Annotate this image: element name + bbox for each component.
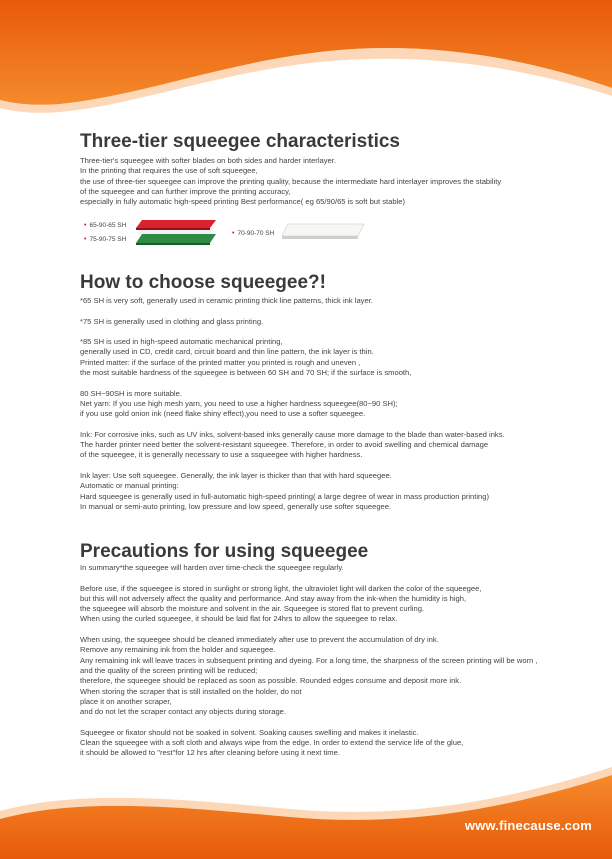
text-line: When using, the squeegee should be cleaned immediately after use to prevent the accumulation of dry ink. <box>80 635 439 645</box>
squeegee-blade-image <box>136 218 218 252</box>
text-line: the use of three-tier squeegee can improve the printing quality, because the intermediate hard interlayer improves the stability <box>80 176 502 186</box>
text-line: When using the curled squeegee, it should be laid flat for 24hrs to allow the squeegee to relax. <box>80 614 398 624</box>
text-line: and do not let the scraper contact any objects during storage. <box>80 707 287 717</box>
bullet-dot: • <box>232 230 235 237</box>
text-line: if you use gold onion ink (need flake shiny effect),you need to use a softer squeegee. <box>80 409 366 419</box>
text-line: of the squeegee, it is generally necessary to use a ssqueegee with higher hardness. <box>80 450 363 460</box>
tier-paragraph <box>80 156 501 207</box>
text-line <box>80 327 505 337</box>
footer-wave-decoration <box>0 749 612 859</box>
text-line: 80 SH~90SH is more suitable. <box>80 388 182 398</box>
text-line <box>80 378 505 388</box>
text-line: Remove any remaining ink from the holder and squeegee. <box>80 645 276 655</box>
sample-label-red: • 65-90-65 SH <box>84 222 127 229</box>
header-wave-decoration <box>0 0 612 120</box>
text-line: especially in fully automatic high-speed printing Best performance( eg 65/90/65 is soft but stable) <box>80 197 406 207</box>
text-line: place it on another scraper, <box>80 696 172 706</box>
text-line: Ink layer: Use soft squeegee. Generally, the ink layer is thicker than that with hard squeegee. <box>80 471 392 481</box>
choose-paragraph <box>80 296 505 512</box>
text-line: and the quality of the screen printing will be reduced; <box>80 665 258 675</box>
text-line: In manual or semi-auto printing, low pressure and low speed, generally use softer squeegee. <box>80 501 392 511</box>
text-line: In summary*the squeegee will harden over time-check the squeegee regularly. <box>80 563 344 572</box>
bullet-dot: • <box>84 236 87 243</box>
text-line: the squeegee will absorb the moisture and solvent in the air. Squeegee is stored flat to prevent curling. <box>80 604 425 614</box>
text-line: Three-tier's squeegee with softer blades on both sides and harder interlayer. <box>80 156 336 165</box>
text-line: In the printing that requires the use of soft squeegee, <box>80 166 258 176</box>
text-line: Before use, if the squeegee is stored in sunlight or strong light, the ultraviolet light will darken the color of the squeegee, <box>80 583 482 593</box>
text-line: Hard squeegee is generally used in full-automatic high-speed printing( a large degree of wear in mass production printing) <box>80 491 490 501</box>
text-line: the most suitable hardness of the squeegee is between 60 SH and 70 SH; if the surface is smooth, <box>80 368 412 378</box>
section-title-tier: Three-tier squeegee characteristics <box>80 131 400 152</box>
text-line: generally used in CD, credit card, circuit board and thin line pattern, the ink layer is thin. <box>80 347 374 357</box>
footer-website-link[interactable]: www.finecause.com <box>464 818 592 833</box>
text-line <box>80 573 538 583</box>
text-line: Printed matter: if the surface of the printed matter you printed is rough and uneven , <box>80 357 361 367</box>
bullet-dot: • <box>84 222 87 229</box>
text-line <box>80 717 538 727</box>
text-line: When storing the scraper that is still installed on the holder, do not <box>80 686 302 696</box>
squeegee-samples <box>84 218 384 252</box>
text-line: therefore, the squeegee should be replaced as soon as possible. Rounded edges consume and deposit more ink. <box>80 676 462 686</box>
text-line: Any remaining ink will leave traces in subsequent printing and dyeing. For a long time, the sharpness of the screen printing will be worn , <box>80 655 538 665</box>
text-line: of the squeegee and can further improve the printing accuracy, <box>80 186 291 196</box>
text-line <box>80 461 505 471</box>
sample-label-white: • 70-90-70 SH <box>232 230 275 237</box>
text-line: Net yarn: If you use high mesh yarn, you need to use a higher hardness squeegee(80~90 SH); <box>80 398 398 408</box>
text-line: it should be allowed to "rest"for 12 hrs after cleaning before using it next time. <box>80 748 340 758</box>
text-line: Squeegee or fixator should not be soaked in solvent. Soaking causes swelling and makes it inelastic. <box>80 727 419 737</box>
text-line: Ink: For corrosive inks, such as UV inks, solvent-based inks generally cause more damage to the blade than water-based inks. <box>80 429 505 439</box>
squeegee-blade-white-image <box>282 222 366 242</box>
text-line: *85 SH is used in high-speed automatic mechanical printing, <box>80 337 283 347</box>
precautions-paragraph <box>80 563 538 759</box>
text-line <box>80 306 505 316</box>
text-line <box>80 625 538 635</box>
text-line: Automatic or manual printing: <box>80 481 179 491</box>
section-title-precautions: Precautions for using squeegee <box>80 541 369 562</box>
sample-label-green: • 75-90-75 SH <box>84 236 127 243</box>
text-line: *65 SH is very soft, generally used in ceramic printing thick line patterns, thick ink layer. <box>80 296 373 305</box>
text-line: The harder printer need better the solvent-resistant squeegee. Therefore, in order to avoid swelling and chemical damage <box>80 440 489 450</box>
text-line: *75 SH is generally used in clothing and glass printing. <box>80 316 264 326</box>
text-line <box>80 420 505 430</box>
section-title-choose: How to choose squeegee?! <box>80 272 326 293</box>
text-line: but this will not adversely affect the quality and performance. And stay away from the ink-when the humidity is high, <box>80 593 467 603</box>
text-line: Clean the squeegee with a soft cloth and always wipe from the edge. In order to extend the service life of the glue, <box>80 738 464 748</box>
